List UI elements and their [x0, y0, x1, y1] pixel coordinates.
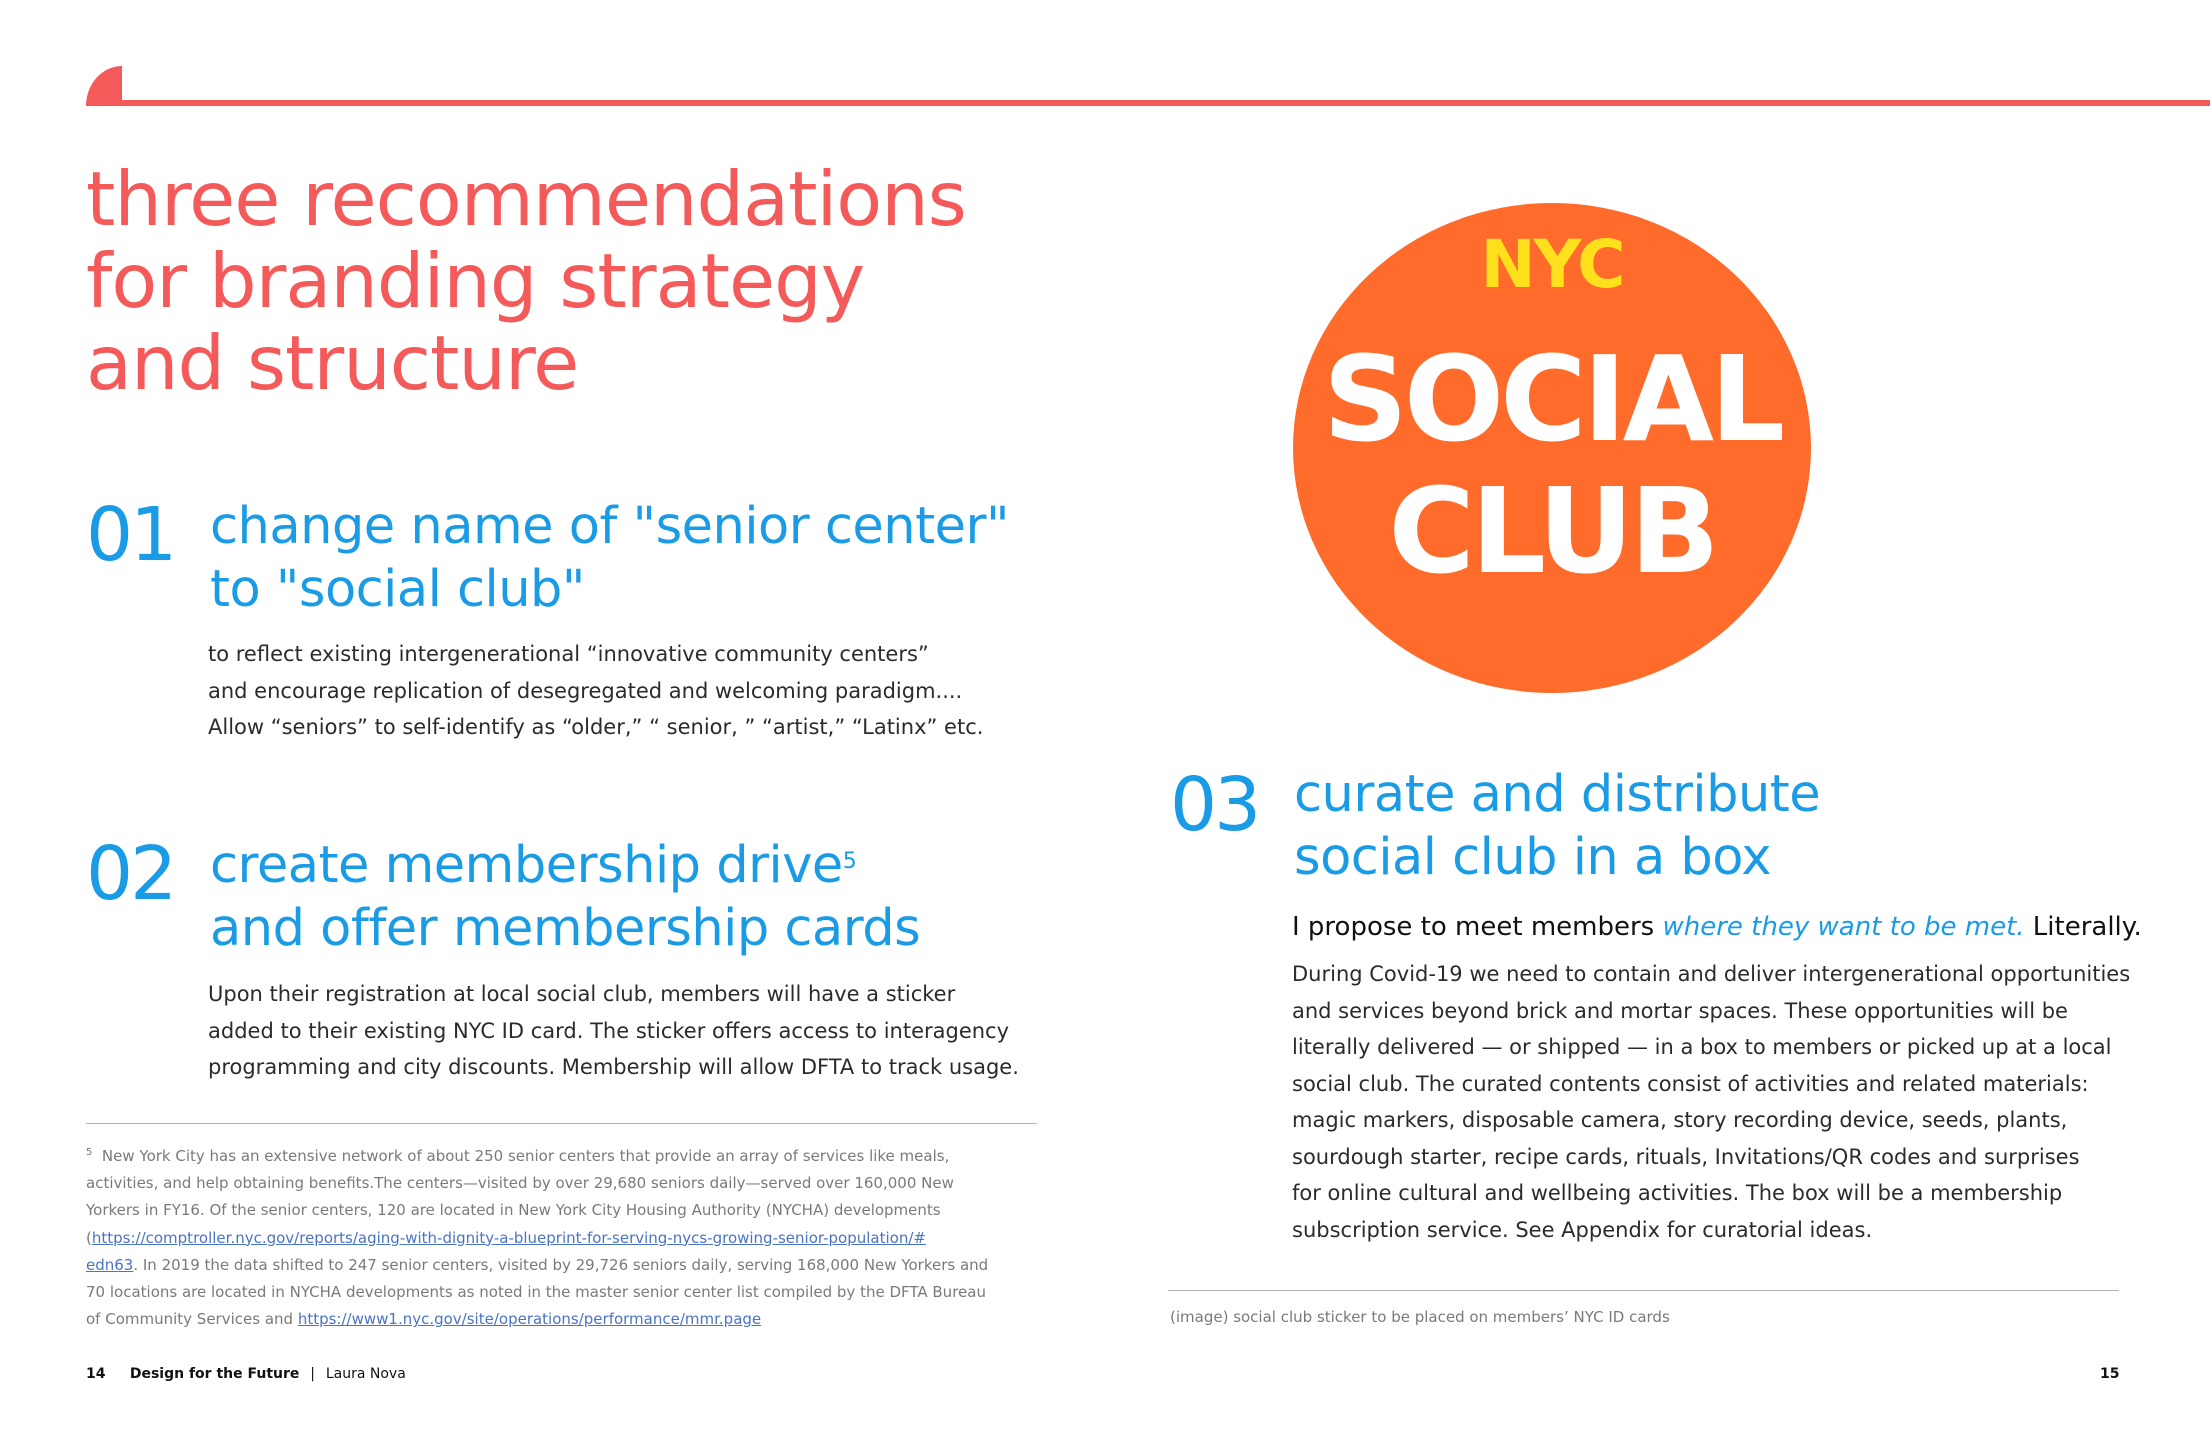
rec-3-heading-line: social club in a box	[1294, 828, 1772, 887]
footnote-rule	[86, 1123, 1037, 1124]
rec-2-body-line: programming and city discounts. Membership will allow DFTA to track usage.	[208, 1055, 1019, 1079]
folio-separator: |	[310, 1366, 315, 1382]
footnote-marker: 5	[86, 1147, 93, 1158]
rec-1-heading-line: to "social club"	[210, 560, 585, 619]
rec-2-body-line: Upon their registration at local social club, members will have a sticker	[208, 982, 956, 1006]
rec-3-heading	[1294, 763, 1820, 889]
rec-2-body-line: added to their existing NYC ID card. The sticker offers access to interagency	[208, 1018, 1010, 1043]
page-title	[86, 155, 966, 407]
rec-3-body-line: literally delivered — or shipped — in a box to members or picked up at a local	[1292, 1035, 2112, 1059]
page-number: 14	[86, 1366, 106, 1382]
rec-3-body-line: During Covid-19 we need to contain and deliver intergenerational opportunities	[1292, 962, 2131, 986]
folio-left	[86, 1366, 406, 1382]
logo-social-text: SOCIAL	[1322, 330, 1782, 468]
rec-1-heading-line: change name of "senior center"	[210, 497, 1009, 556]
publication-title: Design for the Future	[129, 1366, 300, 1382]
lead-text: I propose to meet members	[1292, 912, 1663, 942]
page-number-right: 15	[2100, 1366, 2120, 1382]
footnote-link-mmr[interactable]: https://www1.nyc.gov/site/operations/performance/mmr.page	[297, 1310, 762, 1329]
footnote-line: New York City has an extensive network of about 250 senior centers that provide an array of services like meals,	[101, 1147, 950, 1165]
rec-2-heading-line: create membership drive	[210, 836, 843, 895]
image-caption: (image) social club sticker to be placed on members’ NYC ID cards	[1170, 1308, 1670, 1326]
top-rule	[122, 100, 2210, 106]
logo-nyc-text: NYC	[1480, 226, 1624, 303]
footnote-line: Yorkers in FY16. Of the senior centers, 120 are located in New York City Housing Authority (NYCHA) developments	[86, 1201, 941, 1220]
footnote-link-comptroller[interactable]: https://comptroller.nyc.gov/reports/aging-with-dignity-a-blueprint-for-serving-nycs-growing-senior-population/#	[91, 1228, 926, 1247]
title-line: three recommendations	[86, 155, 966, 243]
caption-rule	[1168, 1290, 2119, 1291]
rec-3-body-line: magic markers, disposable camera, story recording device, seeds, plants,	[1292, 1108, 2068, 1132]
logo-club-text: CLUB	[1388, 462, 1716, 600]
title-line: and structure	[86, 319, 579, 407]
footnote-reference: 5	[842, 849, 857, 874]
rec-3-body-line: for online cultural and wellbeing activities. The box will be a membership	[1292, 1181, 2063, 1205]
footnote-link-comptroller-cont[interactable]: edn63	[86, 1255, 134, 1274]
footnote: $^5$ New York City has an extensive network of about 250 senior centers that provide an array of services like meals, activities, and help obtaining benefits.The centers—visited by over 29,680 seniors daily—served over 160,000 New Yorkers in FY16. Of the senior centers, 120 are located in New York City Housing Authority (NYCHA) developments (https://comptroller.nyc.gov/reports/aging-with-dignity-a-blueprint-for-serving-nycs-growing-senior-population/# edn63. In 2019 the data shifted to 247 senior centers, visited by 29,726 seniors daily, serving 168,000 New Yorkers and 70 locations are located in NYCHA developments as noted in the master senior center list compiled by the DFTA Bureau of Community Services and https://www1.nyc.gov/site/operations/performance/mmr.page	[86, 1147, 989, 1329]
rec-2-body	[208, 976, 1019, 1086]
footnote-line: 70 locations are located in NYCHA developments as noted in the master senior center list compiled by the DFTA Bureau	[86, 1283, 986, 1302]
lead-text: Literally.	[2024, 912, 2142, 942]
rec-1-number: 01	[86, 492, 175, 578]
footnote-line: of Community Services and	[86, 1310, 298, 1329]
footnote-line: activities, and help obtaining benefits.The centers—visited by over 29,680 seniors daily—served over 160,000 New	[86, 1174, 954, 1193]
rec-1-body-line: to reflect existing intergenerational “innovative community centers”	[208, 642, 929, 666]
rec-3-heading-line: curate and distribute	[1294, 765, 1821, 824]
rec-1-body-line: and encourage replication of desegregated and welcoming paradigm....	[208, 678, 963, 703]
decorative-quarter-circle	[86, 66, 122, 106]
rec-3-number: 03	[1170, 762, 1259, 848]
rec-3-body-line: social club. The curated contents consist of activities and related materials:	[1292, 1071, 2089, 1096]
lead-emphasis: where they want to be met.	[1662, 912, 2025, 942]
rec-3-body-line: subscription service. See Appendix for curatorial ideas.	[1292, 1217, 1873, 1242]
rec-2-heading	[210, 834, 920, 960]
rec-3-lead	[1292, 912, 2142, 942]
author-name: Laura Nova	[325, 1366, 406, 1382]
title-line: for branding strategy	[86, 237, 865, 325]
rec-1-body	[208, 636, 983, 746]
rec-3-body-line: and services beyond brick and mortar spaces. These opportunities will be	[1292, 998, 2068, 1023]
footnote-line: . In 2019 the data shifted to 247 senior centers, visited by 29,726 seniors daily, serving 168,000 New Yorkers and	[133, 1255, 989, 1274]
rec-3-body	[1292, 956, 2130, 1248]
rec-2-heading-line: and offer membership cards	[210, 899, 921, 958]
rec-3-body-line: sourdough starter, recipe cards, rituals, Invitations/QR codes and surprises	[1292, 1144, 2080, 1169]
rec-2-number: 02	[86, 831, 175, 917]
rec-1-body-line: Allow “seniors” to self-identify as “older,” “ senior, ” “artist,” “Latinx” etc.	[208, 715, 984, 739]
rec-1-heading	[210, 495, 1009, 621]
